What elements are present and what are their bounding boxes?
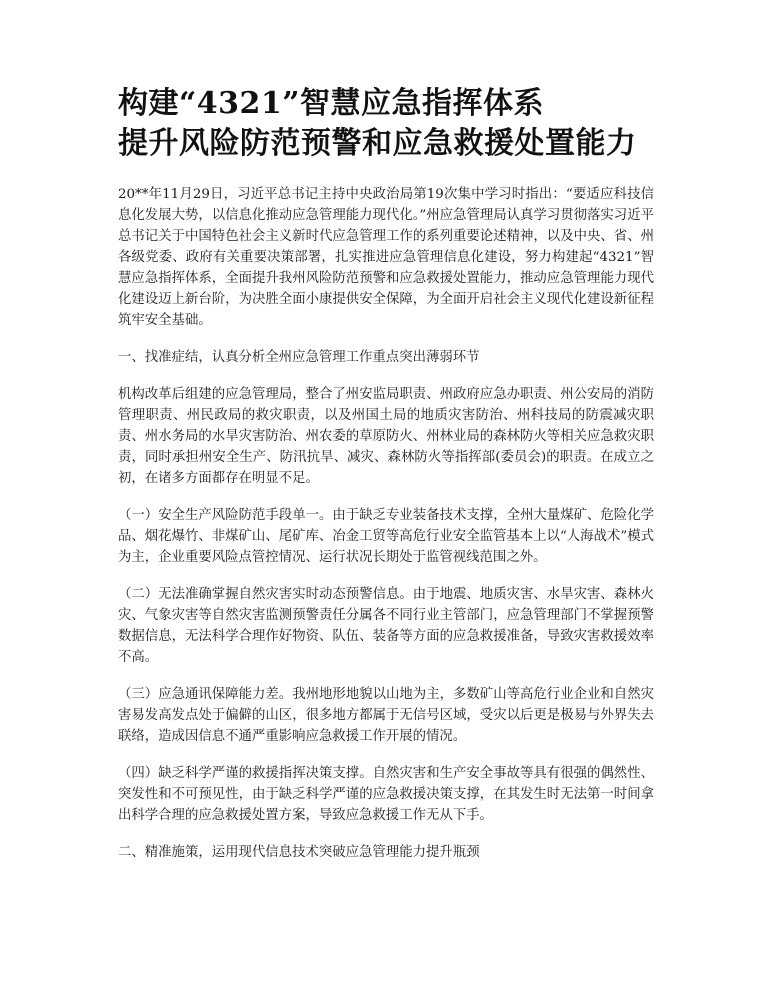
title-line-2: 提升风险防范预警和应急救援处置能力	[118, 126, 637, 161]
document-page	[118, 84, 654, 879]
title-line-1: 构建“4321”智慧应急指挥体系	[118, 86, 545, 121]
section-1-heading: 一、找准症结，认真分析全州应急管理工作重点突出薄弱环节	[118, 350, 480, 365]
section-1-item-4: （四）缺乏科学严谨的救援指挥决策支撑。自然灾害和生产安全事故等具有很强的偶然性、突发性和不可预见性，由于缺乏科学严谨的应急救援决策支撑，在其发生时无法第一时间拿出科学合理的应急救援处置方案，导致应急救援工作无从下手。	[118, 766, 654, 823]
section-1-intro-paragraph: 机构改革后组建的应急管理局，整合了州安监局职责、州政府应急办职责、州公安局的消防管理职责、州民政局的救灾职责，以及州国土局的地质灾害防治、州科技局的防震减灾职责、州水务局的水旱灾害防治、州农委的草原防火、州林业局的森林防火等相关应急救灾职责，同时承担州安全生产、防汛抗旱、减灾、森林防火等指挥部(委员会)的职责。在成立之初，在诸多方面都存在明显不足。	[118, 387, 654, 486]
section-1-item-1: （一）安全生产风险防范手段单一。由于缺乏专业装备技术支撑，全州大量煤矿、危险化学品、烟花爆竹、非煤矿山、尾矿库、冶金工贸等高危行业安全监管基本上以“人海战术”模式为主，企业重要风险点管控情况、运行状况长期处于监管视线范围之外。	[118, 508, 654, 565]
document-title	[118, 84, 654, 164]
section-1-item-2: （二）无法准确掌握自然灾害实时动态预警信息。由于地震、地质灾害、水旱灾害、森林火灾、气象灾害等自然灾害监测预警责任分属各不同行业主管部门，应急管理部门不掌握预警数据信息，无法科学合理作好物资、队伍、装备等方面的应急救援准备，导致灾害救援效率不高。	[118, 587, 654, 665]
section-2-heading: 二、精准施策，运用现代信息技术突破应急管理能力提升瓶颈	[118, 845, 480, 860]
section-1-item-3: （三）应急通讯保障能力差。我州地形地貌以山地为主，多数矿山等高危行业企业和自然灾害易发高发点处于偏僻的山区，很多地方都属于无信号区域，受灾以后更是极易与外界失去联络，造成因信息不通严重影响应急救援工作开展的情况。	[118, 687, 654, 744]
intro-paragraph: 20**年11月29日，习近平总书记主持中央政治局第19次集中学习时指出：“要适应科技信息化发展大势，以信息化推动应急管理能力现代化。”州应急管理局认真学习贯彻落实习近平总书记关于中国特色社会主义新时代应急管理工作的系列重要论述精神，以及中央、省、州各级党委、政府有关重要决策部署，扎实推进应急管理信息化建设，努力构建起“4321”智慧应急指挥体系，全面提升我州风险防范预警和应急救援处置能力，推动应急管理能力现代化建设迈上新台阶，为决胜全面小康提供安全保障，为全面开启社会主义现代化建设新征程筑牢安全基础。	[118, 187, 654, 328]
